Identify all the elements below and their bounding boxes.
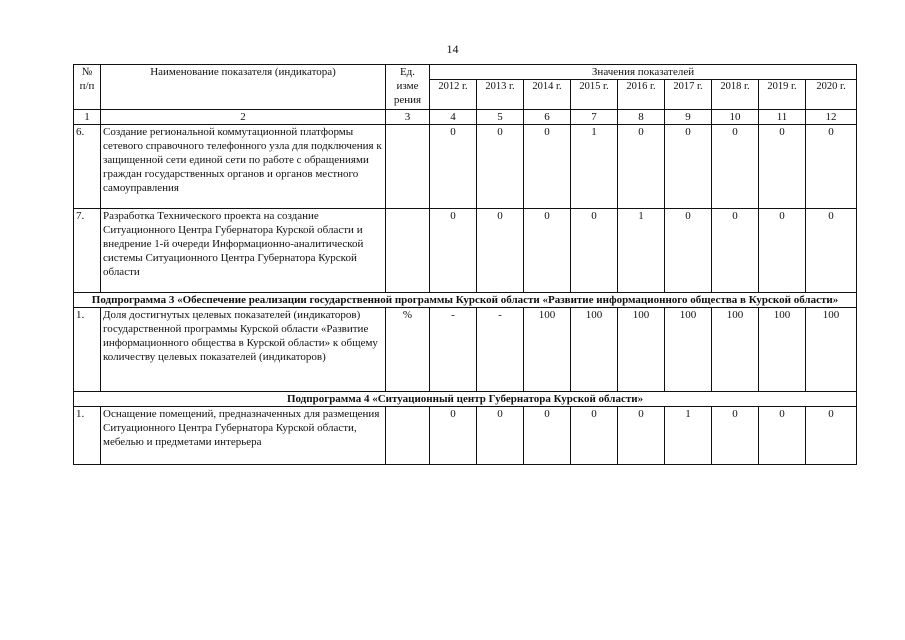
indicator-value: 100: [571, 308, 618, 392]
indicator-value: -: [430, 308, 477, 392]
indicator-value: 0: [524, 407, 571, 465]
column-index: 7: [571, 110, 618, 125]
subprogram-row: [74, 392, 857, 407]
table-row: [74, 125, 857, 209]
indicator-value: 0: [712, 407, 759, 465]
header-year: 2016 г.: [618, 80, 665, 110]
indicator-value: 0: [571, 209, 618, 293]
header-year: 2018 г.: [712, 80, 759, 110]
indicator-value: 0: [618, 407, 665, 465]
indicator-value: 0: [759, 125, 806, 209]
header-values-title: Значения показателей: [430, 65, 857, 80]
indicator-value: 0: [571, 407, 618, 465]
indicator-value: -: [477, 308, 524, 392]
subprogram-row: [74, 293, 857, 308]
column-index: 9: [665, 110, 712, 125]
row-number: 6.: [74, 125, 101, 209]
header-year: 2013 г.: [477, 80, 524, 110]
header-row: [74, 65, 857, 80]
indicator-value: 1: [571, 125, 618, 209]
subprogram-title: Подпрограмма 4 «Ситуационный центр Губернатора Курской области»: [74, 392, 857, 407]
indicator-value: 0: [712, 125, 759, 209]
row-number: 1.: [74, 407, 101, 465]
indicator-value: 0: [618, 125, 665, 209]
indicator-value: 0: [759, 209, 806, 293]
column-index: 2: [101, 110, 386, 125]
indicator-value: 0: [477, 209, 524, 293]
table-body: [74, 65, 857, 465]
indicator-value: 0: [759, 407, 806, 465]
column-index: 10: [712, 110, 759, 125]
header-year: 2014 г.: [524, 80, 571, 110]
row-number: 7.: [74, 209, 101, 293]
indicator-value: 0: [806, 125, 857, 209]
header-no: № п/п: [74, 65, 101, 110]
indicator-name: Доля достигнутых целевых показателей (индикаторов) государственной программы Курской области «Развитие информационного общества в Курской области» к общему количеству целевых показателей (индикаторов): [101, 308, 386, 392]
column-index: 11: [759, 110, 806, 125]
indicators-table: [73, 64, 857, 465]
indicator-value: 100: [712, 308, 759, 392]
indicator-value: 0: [430, 209, 477, 293]
indicator-value: 0: [477, 125, 524, 209]
indicator-value: 0: [665, 125, 712, 209]
header-year: 2019 г.: [759, 80, 806, 110]
indicator-value: 1: [665, 407, 712, 465]
page-number: 14: [446, 42, 459, 56]
column-index: 6: [524, 110, 571, 125]
column-index: 12: [806, 110, 857, 125]
unit: [386, 209, 430, 293]
row-number: 1.: [74, 308, 101, 392]
unit: [386, 125, 430, 209]
indicator-value: 100: [665, 308, 712, 392]
indicator-value: 0: [806, 209, 857, 293]
subprogram-title: Подпрограмма 3 «Обеспечение реализации государственной программы Курской области «Развитие информационного общества в Курской области»: [74, 293, 857, 308]
indicator-name: Оснащение помещений, предназначенных для размещения Ситуационного Центра Губернатора Курской области, мебелью и предметами интерьера: [101, 407, 386, 465]
header-year: 2017 г.: [665, 80, 712, 110]
header-year: 2015 г.: [571, 80, 618, 110]
indicator-value: 100: [759, 308, 806, 392]
indicator-value: 100: [618, 308, 665, 392]
unit: [386, 407, 430, 465]
header-year: 2012 г.: [430, 80, 477, 110]
header-name: Наименование показателя (индикатора): [101, 65, 386, 110]
column-index: 8: [618, 110, 665, 125]
unit: %: [386, 308, 430, 392]
header-unit: Ед. изме рения: [386, 65, 430, 110]
indicator-value: 1: [618, 209, 665, 293]
table-row: [74, 308, 857, 392]
header-year: 2020 г.: [806, 80, 857, 110]
indicator-value: 0: [430, 407, 477, 465]
indicator-name: Создание региональной коммутационной платформы сетевого справочного телефонного узла для подключения к защищенной сети единой сети по работе с обращениями граждан государственных органов и органов местного самоуправления: [101, 125, 386, 209]
indicator-value: 0: [524, 125, 571, 209]
table-row: [74, 209, 857, 293]
indicator-value: 0: [524, 209, 571, 293]
indicator-value: 0: [712, 209, 759, 293]
indicator-value: 100: [806, 308, 857, 392]
indicator-name: Разработка Технического проекта на создание Ситуационного Центра Губернатора Курской области и внедрение 1-й очереди Информационно-аналитической системы Ситуационного Центра Губернатора Курской области: [101, 209, 386, 293]
table-row: [74, 407, 857, 465]
indicator-value: 0: [806, 407, 857, 465]
column-index-row: [74, 110, 857, 125]
column-index: 1: [74, 110, 101, 125]
column-index: 4: [430, 110, 477, 125]
column-index: 3: [386, 110, 430, 125]
indicator-value: 0: [665, 209, 712, 293]
indicator-value: 0: [430, 125, 477, 209]
indicator-value: 0: [477, 407, 524, 465]
column-index: 5: [477, 110, 524, 125]
indicator-value: 100: [524, 308, 571, 392]
